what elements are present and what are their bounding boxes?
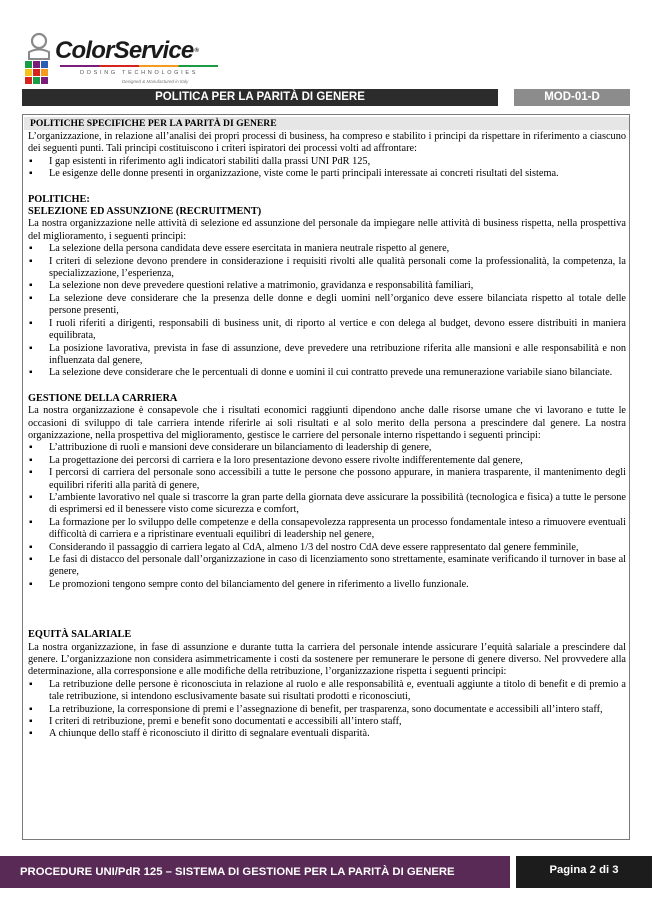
document-code: MOD-01-D bbox=[514, 89, 630, 106]
policies-label: POLITICHE: bbox=[28, 193, 90, 205]
selection-heading: SELEZIONE ED ASSUNZIONE (RECRUITMENT) bbox=[28, 206, 262, 218]
list-item: ▪ I gap esistenti in riferimento agli indicatori stabiliti dalla prassi UNI PdR 125, bbox=[28, 156, 626, 168]
logo-registered: ® bbox=[194, 48, 199, 54]
policy-content bbox=[28, 131, 626, 741]
career-list bbox=[28, 442, 626, 591]
section-title: POLITICHE SPECIFICHE PER LA PARITÀ DI GENERE bbox=[24, 117, 629, 130]
footer-procedure-title: PROCEDURE UNI/PdR 125 – SISTEMA DI GESTIONE PER LA PARITÀ DI GENERE bbox=[0, 856, 510, 888]
list-item: ▪ La posizione lavorativa, prevista in fase di assunzione, deve prevedere una retribuzione riferita alle mansioni e alle responsabilità e non influenzata dal genere, bbox=[28, 343, 626, 368]
list-item: ▪ Le esigenze delle donne presenti in organizzazione, viste come le parti principali interessate ai concreti risultati del sistema. bbox=[28, 168, 626, 180]
list-item: ▪ I criteri di selezione devono prendere in considerazione i requisiti rivolti alle qualità personali come la professionalità, la competenza, la specializzazione, l’esperienza, bbox=[28, 256, 626, 281]
document-title: POLITICA PER LA PARITÀ DI GENERE bbox=[22, 89, 498, 106]
logo-brand: ColorService bbox=[55, 37, 194, 64]
list-item: ▪ La retribuzione, la corresponsione di premi e l’assegnazione di benefit, per trasparenza, sono documentate e accessibili all’intero staff, bbox=[28, 704, 626, 716]
list-item: ▪ Le promozioni tengono sempre conto del bilanciamento del genere in riferimento a livello funzionale. bbox=[28, 579, 626, 591]
intro-list bbox=[28, 156, 626, 181]
selection-paragraph: La nostra organizzazione nelle attività di selezione ed assunzione del personale da impiegare nelle attività di business rispetta, nella prospettiva del miglioramento, i seguenti principi: bbox=[28, 218, 626, 242]
list-item: ▪ I criteri di retribuzione, premi e benefit sono documentati e accessibili all’intero staff, bbox=[28, 716, 626, 728]
list-item: ▪ I percorsi di carriera del personale sono accessibili a tutte le persone che possono appurare, in maniera trasparente, il mantenimento degli equilibri riferiti alla parità di genere, bbox=[28, 467, 626, 492]
selection-list bbox=[28, 243, 626, 379]
list-item: ▪ La selezione deve considerare che la presenza delle donne e degli uomini nell’organico deve essere bilanciata rispetto al totale delle persone presenti, bbox=[28, 293, 626, 318]
list-item: ▪ La selezione non deve prevedere questioni relative a matrimonio, gravidanza e responsabilità familiari, bbox=[28, 280, 626, 292]
logo-figure-icon bbox=[22, 32, 52, 86]
intro-paragraph: L’organizzazione, in relazione all’analisi dei propri processi di business, ha compreso e stabilito i principi da rispettare in riferimento a ciascuno dei seguenti punti. Tali principi costituiscono i criteri ispiratori dei processi volti ad affrontare: bbox=[28, 131, 626, 155]
career-paragraph: La nostra organizzazione è consapevole che i risultati economici raggiunti dipendono anche dalle risorse umane che vi lavorano e tutte le occasioni di sviluppo di tale carriera intende riferirle ai soli risultati e al solo merito della persona a prescindere dal genere. La nostra organizzazione, nella prospettiva del miglioramento, gestisce le carriere del personale interno rispettando i seguenti principi: bbox=[28, 405, 626, 441]
list-item: ▪ La retribuzione delle persone è riconosciuta in relazione al ruolo e alle responsabilità e, eventuali aggiunte a titolo di benefit e di premio a tale retribuzione, si intendono esclusivamente basate sui risultati prodotti e riconosciuti, bbox=[28, 679, 626, 704]
company-logo bbox=[22, 30, 222, 88]
list-item: ▪ Le fasi di distacco del personale dall’organizzazione in caso di licenziamento sono strettamente, esaminate verificando il turnover in base al genere, bbox=[28, 554, 626, 579]
list-item: ▪ La selezione della persona candidata deve essere esercitata in maniera neutrale rispetto al genere, bbox=[28, 243, 626, 255]
list-item: ▪ La selezione deve considerare che le percentuali di donne e uomini il cui contratto prevede una remunerazione variabile siano bilanciate. bbox=[28, 367, 626, 379]
list-item: ▪ I ruoli riferiti a dirigenti, responsabili di business unit, di riporto al vertice e con delega al budget, devono essere distribuiti in maniera equilibrata, bbox=[28, 318, 626, 343]
list-item: ▪ A chiunque dello staff è riconosciuto il diritto di segnalare eventuali disparità. bbox=[28, 728, 626, 740]
salary-paragraph: La nostra organizzazione, in fase di assunzione e durante tutta la carriera del personale intende assicurare l’equità salariale a prescindere dal genere. L’organizzazione non considera asimmetricamente i costi da sostenere per remunerare le persone di genere diverso. Nel provvedere alla determinazione, alla corresponsione e alle modifiche della retribuzione, l’organizzazione rispetta i seguenti principi: bbox=[28, 641, 626, 678]
salary-heading: EQUITÀ SALARIALE bbox=[28, 629, 132, 641]
list-item: ▪ L’attribuzione di ruoli e mansioni deve considerare un bilanciamento di leadership di genere, bbox=[28, 442, 626, 454]
logo-wordmark bbox=[55, 38, 198, 64]
logo-tagline: DOSING TECHNOLOGIES bbox=[80, 70, 199, 76]
list-item: ▪ L’ambiente lavorativo nel quale si trascorre la gran parte della giornata deve assicurare la possibilità (tecnologica e fisica) a tutte le persone di esprimersi ed il benessere visto come sicurezza e comfort, bbox=[28, 492, 626, 517]
footer-page-number: Pagina 2 di 3 bbox=[516, 856, 652, 888]
logo-color-stripe bbox=[60, 65, 218, 67]
career-heading: GESTIONE DELLA CARRIERA bbox=[28, 392, 178, 404]
list-item: ▪ Considerando il passaggio di carriera legato al CdA, almeno 1/3 del nostro CdA deve essere rappresentato dal genere femminile, bbox=[28, 542, 626, 554]
salary-list bbox=[28, 679, 626, 741]
logo-subline: Designed & Manufactured in Italy bbox=[122, 79, 189, 84]
list-item: ▪ La formazione per lo sviluppo delle competenze e della consapevolezza rappresenta un processo fondamentale inteso a rimuovere eventuali difficoltà di carriera e a ripristinare eventuali equilibri di leadership nel genere, bbox=[28, 517, 626, 542]
list-item: ▪ La progettazione dei percorsi di carriera e la loro presentazione devono essere rivolte indifferentemente dal genere, bbox=[28, 455, 626, 467]
